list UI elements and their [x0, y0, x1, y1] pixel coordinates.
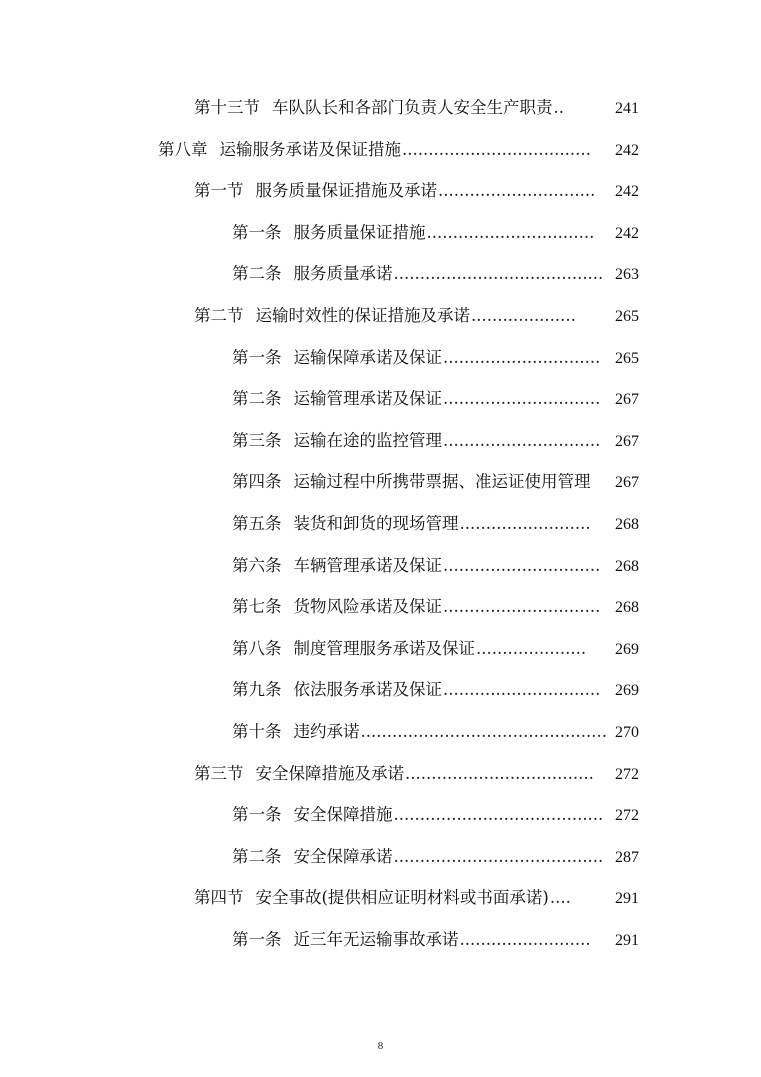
toc-entry-title: 制度管理服务承诺及保证 [293, 638, 475, 658]
toc-entry-page: 291 [615, 932, 639, 949]
toc-entry-title: 运输管理承诺及保证 [293, 389, 442, 409]
toc-entry [232, 512, 639, 536]
toc-entry-label: 第一条 [232, 222, 282, 242]
toc-entry [232, 387, 639, 411]
toc-entry-page: 267 [615, 391, 639, 409]
toc-entry-title: 运输服务承诺及保证措施 [219, 139, 401, 159]
toc-entry [194, 304, 639, 328]
toc-dot-leader: .. [553, 98, 564, 117]
toc-entry-page: 272 [615, 807, 639, 825]
toc-dot-leader: .............................. [443, 347, 601, 367]
toc-entry-label: 第五条 [232, 514, 282, 533]
toc-entry-label: 第十条 [232, 722, 282, 741]
toc-entry-page: 287 [615, 848, 639, 866]
toc-dot-leader: ........................................ [393, 846, 604, 866]
toc-entry-label: 第一条 [232, 347, 282, 367]
toc-dot-leader: .............................. [443, 555, 601, 575]
toc-entry [232, 429, 639, 453]
toc-entry-title: 运输保障承诺及保证 [293, 347, 442, 367]
toc-entry-label: 第二节 [194, 306, 244, 325]
toc-entry-label: 第二条 [232, 264, 282, 284]
toc-entry [232, 803, 639, 827]
toc-entry [232, 554, 639, 578]
toc-entry-title: 违约承诺 [293, 722, 360, 741]
toc-entry-title: 货物风险承诺及保证 [293, 597, 442, 617]
toc-dot-leader: ........................................ [393, 264, 604, 284]
toc-entry-title: 运输过程中所携带票据、准运证使用管理 [293, 472, 591, 492]
toc-dot-leader: ................................ [426, 222, 595, 242]
toc-entry [158, 138, 639, 162]
toc-entry [232, 678, 639, 702]
toc-entry-title: 装货和卸货的现场管理 [293, 514, 459, 533]
toc-entry-title: 服务质量承诺 [293, 264, 393, 284]
toc-entry [232, 845, 639, 869]
toc-entry [232, 637, 639, 661]
toc-entry-title: 依法服务承诺及保证 [293, 680, 442, 700]
toc-entry [194, 179, 639, 203]
toc-entry-label: 第六条 [232, 555, 282, 575]
toc-entry [232, 595, 639, 619]
toc-entry-page: 269 [615, 640, 639, 658]
toc-entry-label: 第二条 [232, 846, 282, 866]
toc-entry [232, 346, 639, 370]
toc-entry-title: 运输时效性的保证措施及承诺 [255, 306, 470, 325]
toc-entry [232, 262, 639, 286]
toc-entry [194, 762, 639, 786]
toc-entry-label: 第四条 [232, 472, 282, 492]
toc-dot-leader: .................... [471, 306, 576, 325]
toc-entry-page: 291 [615, 890, 639, 908]
toc-entry-label: 第二条 [232, 389, 282, 409]
toc-entry-label: 第三条 [232, 430, 282, 450]
toc-entry-label: 第一节 [194, 181, 244, 201]
toc-entry-page: 269 [615, 682, 639, 700]
toc-entry-label: 第七条 [232, 597, 282, 617]
toc-entry-title: 运输在途的监控管理 [293, 430, 442, 450]
toc-entry-page: 265 [615, 349, 639, 367]
toc-entry-label: 第八条 [232, 638, 282, 658]
toc-dot-leader: ............................................... [360, 722, 608, 741]
toc-entry-page: 265 [615, 308, 639, 325]
toc-entry-page: 267 [615, 474, 639, 492]
toc-dot-leader: .................................... [402, 139, 591, 159]
toc-entry [232, 470, 639, 494]
toc-entry-page: 268 [615, 516, 639, 533]
toc-dot-leader: .... [549, 888, 571, 908]
toc-entry [232, 720, 639, 744]
toc-dot-leader: .............................. [443, 680, 601, 700]
toc-entry-page: 268 [615, 557, 639, 575]
toc-dot-leader: .............................. [443, 389, 601, 409]
toc-dot-leader: ........................................ [393, 805, 604, 825]
toc-entry-title: 车辆管理承诺及保证 [293, 555, 442, 575]
toc-dot-leader: .............................. [438, 181, 596, 201]
toc-dot-leader: ..................... [476, 638, 587, 658]
toc-entry-label: 第三节 [194, 763, 244, 783]
toc-entry-page: 241 [615, 100, 639, 117]
toc-entry-title: 安全保障措施及承诺 [255, 763, 404, 783]
toc-entry-title: 安全保障承诺 [293, 846, 393, 866]
toc-entry-page: 242 [615, 183, 639, 201]
toc-entry-page: 272 [615, 765, 639, 783]
toc-entry-page: 270 [615, 724, 639, 741]
toc-entry [232, 221, 639, 245]
toc-entry-label: 第十三节 [194, 98, 260, 117]
toc-entry [232, 928, 639, 952]
toc-entry-label: 第九条 [232, 680, 282, 700]
toc-entry-title: 服务质量保证措施 [293, 222, 426, 242]
toc-entry-label: 第一条 [232, 930, 282, 949]
toc-entry-label: 第一条 [232, 805, 282, 825]
toc-entry-page: 268 [615, 599, 639, 617]
toc-entry-label: 第八章 [158, 139, 208, 159]
toc-entry-page: 242 [615, 141, 639, 159]
page-number: 8 [377, 1040, 384, 1052]
toc-dot-leader: ......................... [459, 514, 591, 533]
toc-dot-leader: .............................. [443, 430, 601, 450]
toc-entry-page: 263 [615, 266, 639, 284]
toc-entry-page: 242 [615, 224, 639, 242]
toc-dot-leader: .............................. [443, 597, 601, 617]
toc-entry [194, 96, 639, 120]
toc-entry [194, 886, 639, 910]
toc-entry-title: 车队队长和各部门负责人安全生产职责 [272, 98, 553, 117]
toc-entry-title: 安全保障措施 [293, 805, 393, 825]
toc-dot-leader: .................................... [405, 763, 594, 783]
toc-entry-page: 267 [615, 432, 639, 450]
toc-entry-label: 第四节 [194, 888, 244, 908]
toc-entry-title: 近三年无运输事故承诺 [293, 930, 459, 949]
toc-entry-title: 安全事故(提供相应证明材料或书面承诺) [255, 888, 549, 908]
toc-entry-title: 服务质量保证措施及承诺 [255, 181, 437, 201]
toc-dot-leader: ......................... [459, 930, 591, 949]
